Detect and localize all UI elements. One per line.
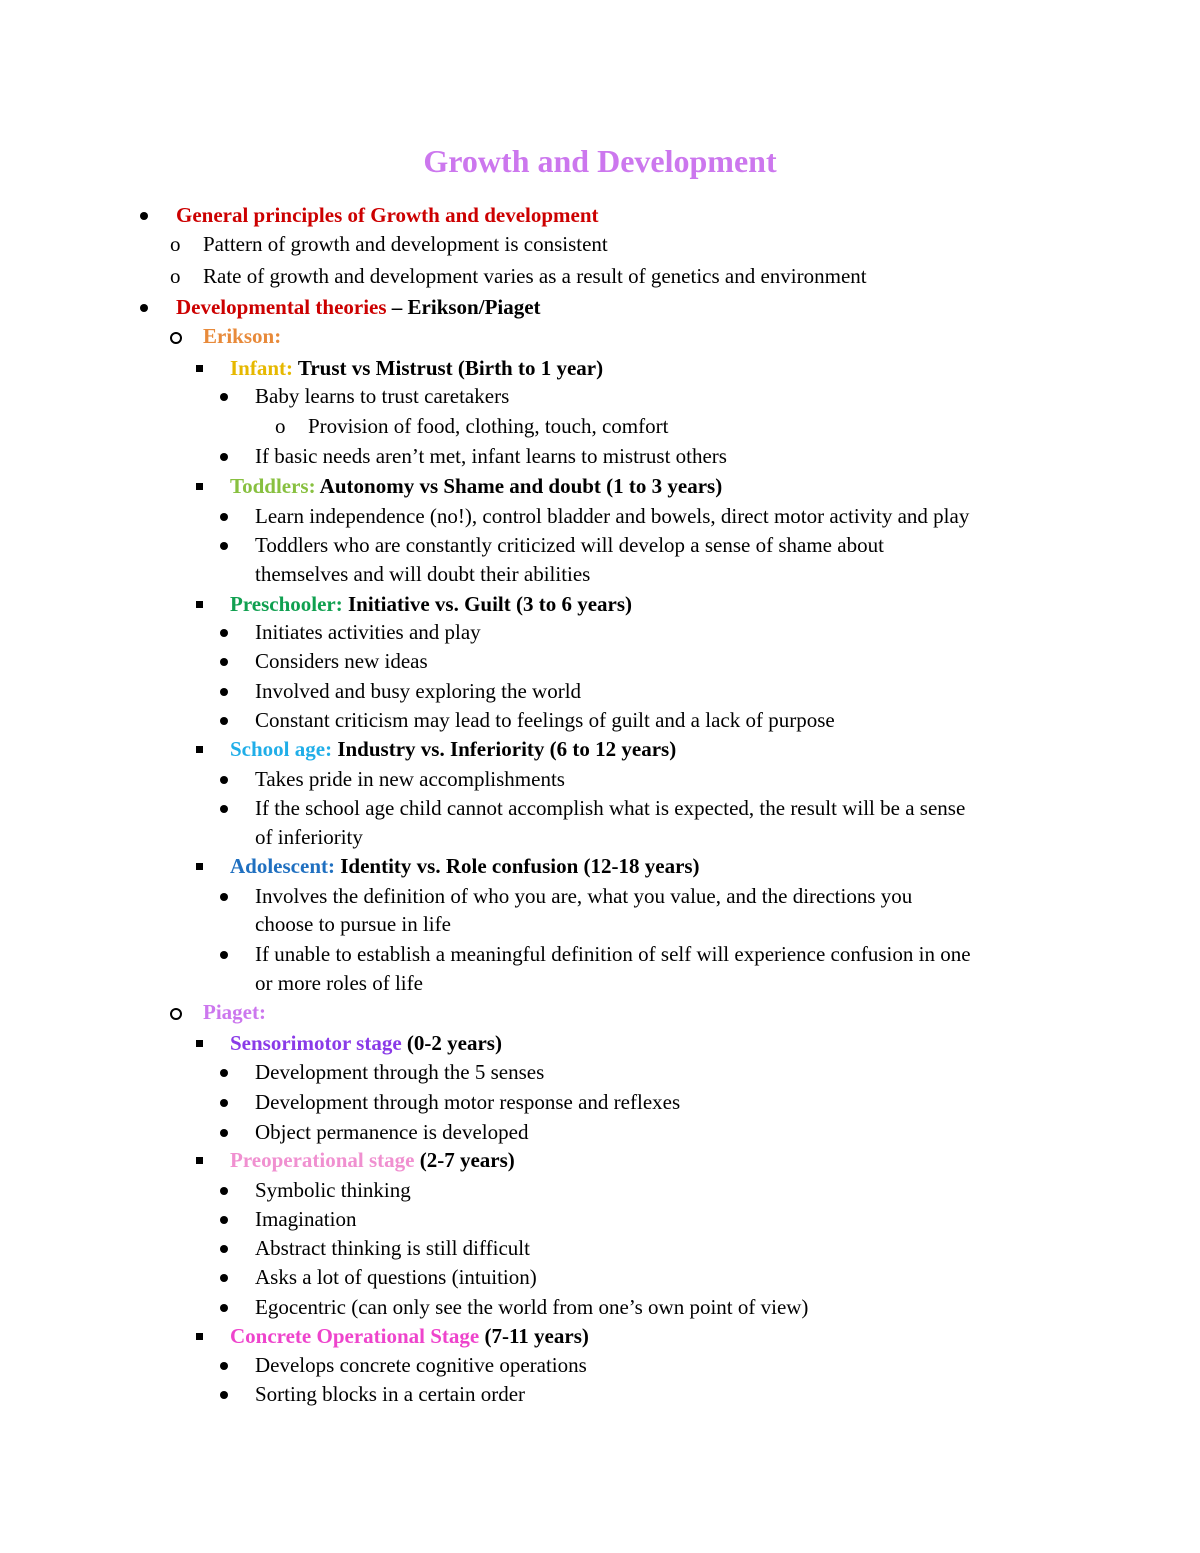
bullet-disc-icon	[220, 951, 228, 959]
list-item-text: Considers new ideas	[255, 649, 428, 673]
bullet-disc-icon	[140, 212, 148, 220]
list-item-text: Learn independence (no!), control bladder and bowels, direct motor activity and play	[255, 504, 970, 528]
list-item-text: Egocentric (can only see the world from one’s own point of view)	[255, 1295, 809, 1319]
stage-label: Sensorimotor stage	[230, 1031, 402, 1055]
bullet-disc-icon	[220, 513, 228, 521]
stage-desc: Identity vs. Role confusion (12-18 years)	[334, 854, 700, 878]
stage-heading	[230, 354, 603, 383]
bullet-ring-icon	[170, 1008, 182, 1020]
list-item-text: Takes pride in new accomplishments	[255, 767, 565, 791]
list-item-text: of inferiority	[255, 825, 363, 849]
stage-label: Toddlers:	[230, 474, 316, 498]
stage-desc: Initiative vs. Guilt (3 to 6 years)	[342, 592, 633, 616]
stage-heading	[230, 1146, 515, 1175]
list-item-text: Involves the definition of who you are, what you value, and the directions you	[255, 884, 913, 908]
list-item-text: Baby learns to trust caretakers	[255, 384, 510, 408]
list-item-text: Sorting blocks in a certain order	[255, 1382, 526, 1406]
list-item-text: If unable to establish a meaningful definition of self will experience confusion in one	[255, 942, 971, 966]
list-item-text: If the school age child cannot accomplish what is expected, the result will be a sense	[255, 796, 966, 820]
stage-heading	[230, 852, 700, 881]
bullet-disc-icon	[220, 1245, 228, 1253]
stage-label: Preoperational stage	[230, 1148, 415, 1172]
bullet-ring-icon	[170, 332, 182, 344]
stage-desc: (2-7 years)	[414, 1148, 515, 1172]
bullet-disc-icon	[220, 1187, 228, 1195]
stage-heading	[230, 590, 632, 619]
bullet-square-icon	[196, 483, 203, 490]
bullet-disc-icon	[220, 629, 228, 637]
bullet-disc-icon	[220, 393, 228, 401]
bullet-square-icon	[196, 863, 203, 870]
stage-label: School age:	[230, 737, 333, 761]
list-item-text: Involved and busy exploring the world	[255, 679, 582, 703]
bullet-disc-icon	[220, 717, 228, 725]
list-item-text: Abstract thinking is still difficult	[255, 1236, 530, 1260]
bullet-disc-icon	[220, 1099, 228, 1107]
stage-desc: (7-11 years)	[479, 1324, 589, 1348]
bullet-o-icon: o	[170, 264, 181, 288]
bullet-disc-icon	[220, 1129, 228, 1137]
list-item-text: Initiates activities and play	[255, 620, 481, 644]
bullet-square-icon	[196, 601, 203, 608]
section-heading: General principles of Growth and development	[176, 203, 599, 227]
list-item-text: Constant criticism may lead to feelings of guilt and a lack of purpose	[255, 708, 835, 732]
list-item-text: choose to pursue in life	[255, 912, 451, 936]
list-item-text: Pattern of growth and development is consistent	[203, 232, 608, 256]
list-item-text: Develops concrete cognitive operations	[255, 1353, 587, 1377]
bullet-disc-icon	[220, 658, 228, 666]
bullet-disc-icon	[220, 688, 228, 696]
stage-heading	[230, 1322, 589, 1351]
bullet-disc-icon	[220, 1216, 228, 1224]
bullet-disc-icon	[220, 776, 228, 784]
bullet-disc-icon	[220, 542, 228, 550]
bullet-o-icon: o	[170, 232, 181, 256]
bullet-disc-icon	[220, 1069, 228, 1077]
list-item-text: Provision of food, clothing, touch, comfort	[308, 414, 669, 438]
bullet-square-icon	[196, 365, 203, 372]
bullet-disc-icon	[220, 805, 228, 813]
stage-label: Infant:	[230, 356, 294, 380]
section-heading	[176, 293, 541, 322]
list-item-text: themselves and will doubt their abilities	[255, 562, 591, 586]
page-title: Growth and Development	[423, 143, 777, 179]
bullet-disc-icon	[220, 893, 228, 901]
list-item-text: Rate of growth and development varies as a result of genetics and environment	[203, 264, 867, 288]
stage-desc: (0-2 years)	[401, 1031, 502, 1055]
stage-desc: Industry vs. Inferiority (6 to 12 years)	[332, 737, 677, 761]
bullet-disc-icon	[140, 304, 148, 312]
stage-label: Concrete Operational Stage	[230, 1324, 480, 1348]
bullet-o-icon: o	[275, 414, 286, 438]
section-heading-label: Developmental theories	[176, 295, 387, 319]
bullet-disc-icon	[220, 1304, 228, 1312]
bullet-disc-icon	[220, 1391, 228, 1399]
theory-label: Piaget:	[203, 1000, 266, 1024]
bullet-square-icon	[196, 746, 203, 753]
theory-label: Erikson:	[203, 324, 282, 348]
stage-heading	[230, 472, 722, 501]
section-heading-suffix: – Erikson/Piaget	[386, 295, 541, 319]
stage-desc: Autonomy vs Shame and doubt (1 to 3 years)	[315, 474, 723, 498]
list-item-text: If basic needs aren’t met, infant learns to mistrust others	[255, 444, 727, 468]
stage-heading	[230, 1029, 502, 1058]
list-item-text: Development through motor response and reflexes	[255, 1090, 681, 1114]
list-item-text: Symbolic thinking	[255, 1178, 411, 1202]
list-item-text: Asks a lot of questions (intuition)	[255, 1265, 537, 1289]
list-item-text: Object permanence is developed	[255, 1120, 529, 1144]
bullet-square-icon	[196, 1157, 203, 1164]
bullet-disc-icon	[220, 1362, 228, 1370]
bullet-disc-icon	[220, 453, 228, 461]
bullet-square-icon	[196, 1040, 203, 1047]
list-item-text: Imagination	[255, 1207, 357, 1231]
list-item-text: or more roles of life	[255, 971, 423, 995]
bullet-square-icon	[196, 1333, 203, 1340]
stage-heading	[230, 735, 676, 764]
stage-label: Adolescent:	[230, 854, 335, 878]
stage-desc: Trust vs Mistrust (Birth to 1 year)	[293, 356, 604, 380]
bullet-disc-icon	[220, 1274, 228, 1282]
stage-label: Preschooler:	[230, 592, 343, 616]
list-item-text: Toddlers who are constantly criticized will develop a sense of shame about	[255, 533, 884, 557]
list-item-text: Development through the 5 senses	[255, 1060, 545, 1084]
